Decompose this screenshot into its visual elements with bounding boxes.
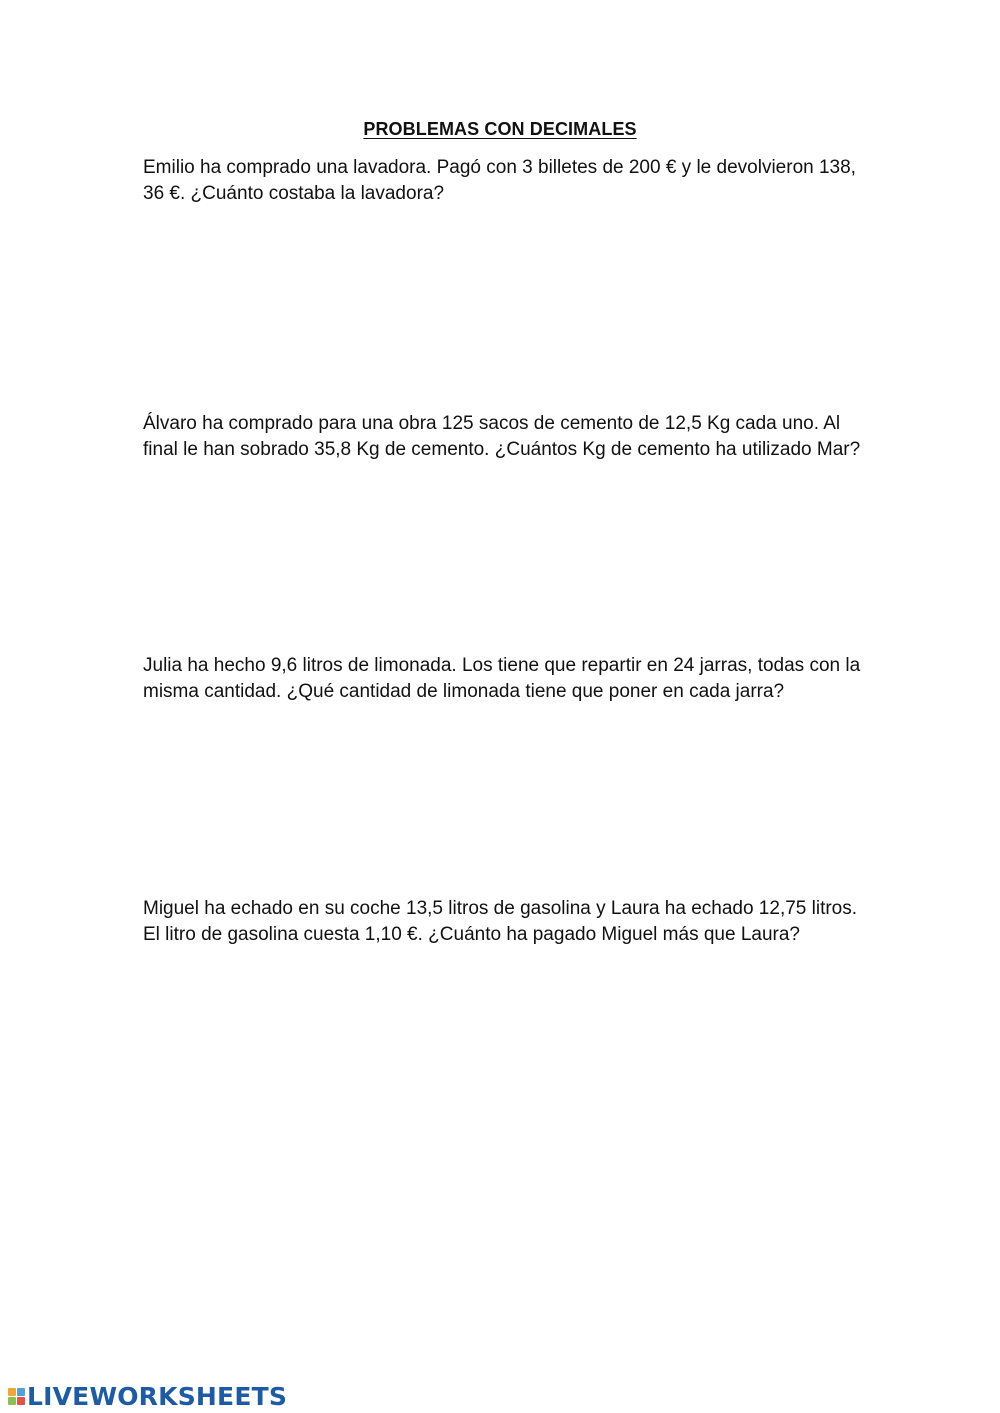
logo-blocks-icon [8, 1388, 25, 1405]
problem-4-text: Miguel ha echado en su coche 13,5 litros de gasolina y Laura ha echado 12,75 litros. El litro de gasolina cuesta 1,10 €. ¿Cuánto ha pagado Miguel más que Laura? [143, 898, 858, 945]
logo-block-red [17, 1397, 25, 1405]
problem-3-text: Julia ha hecho 9,6 litros de limonada. Los tiene que repartir en 24 jarras, todas con la misma cantidad. ¿Qué cantidad de limonada tiene que poner en cada jarra? [143, 655, 861, 702]
logo-block-blue [17, 1388, 25, 1396]
logo-text: LIVEWORKSHEETS [27, 1381, 288, 1411]
problem-1-text: Emilio ha comprado una lavadora. Pagó con 3 billetes de 200 € y le devolvieron 138, 36 €. ¿Cuánto costaba la lavadora? [143, 157, 856, 204]
page-title: PROBLEMAS CON DECIMALES [363, 119, 637, 139]
liveworksheets-logo[interactable] [8, 1383, 287, 1409]
logo-block-green [8, 1397, 16, 1405]
logo-block-orange [8, 1388, 16, 1396]
problem-2-text: Álvaro ha comprado para una obra 125 sacos de cemento de 12,5 Kg cada uno. Al final le han sobrado 35,8 Kg de cemento. ¿Cuántos Kg de cemento ha utilizado Mar? [143, 413, 861, 460]
